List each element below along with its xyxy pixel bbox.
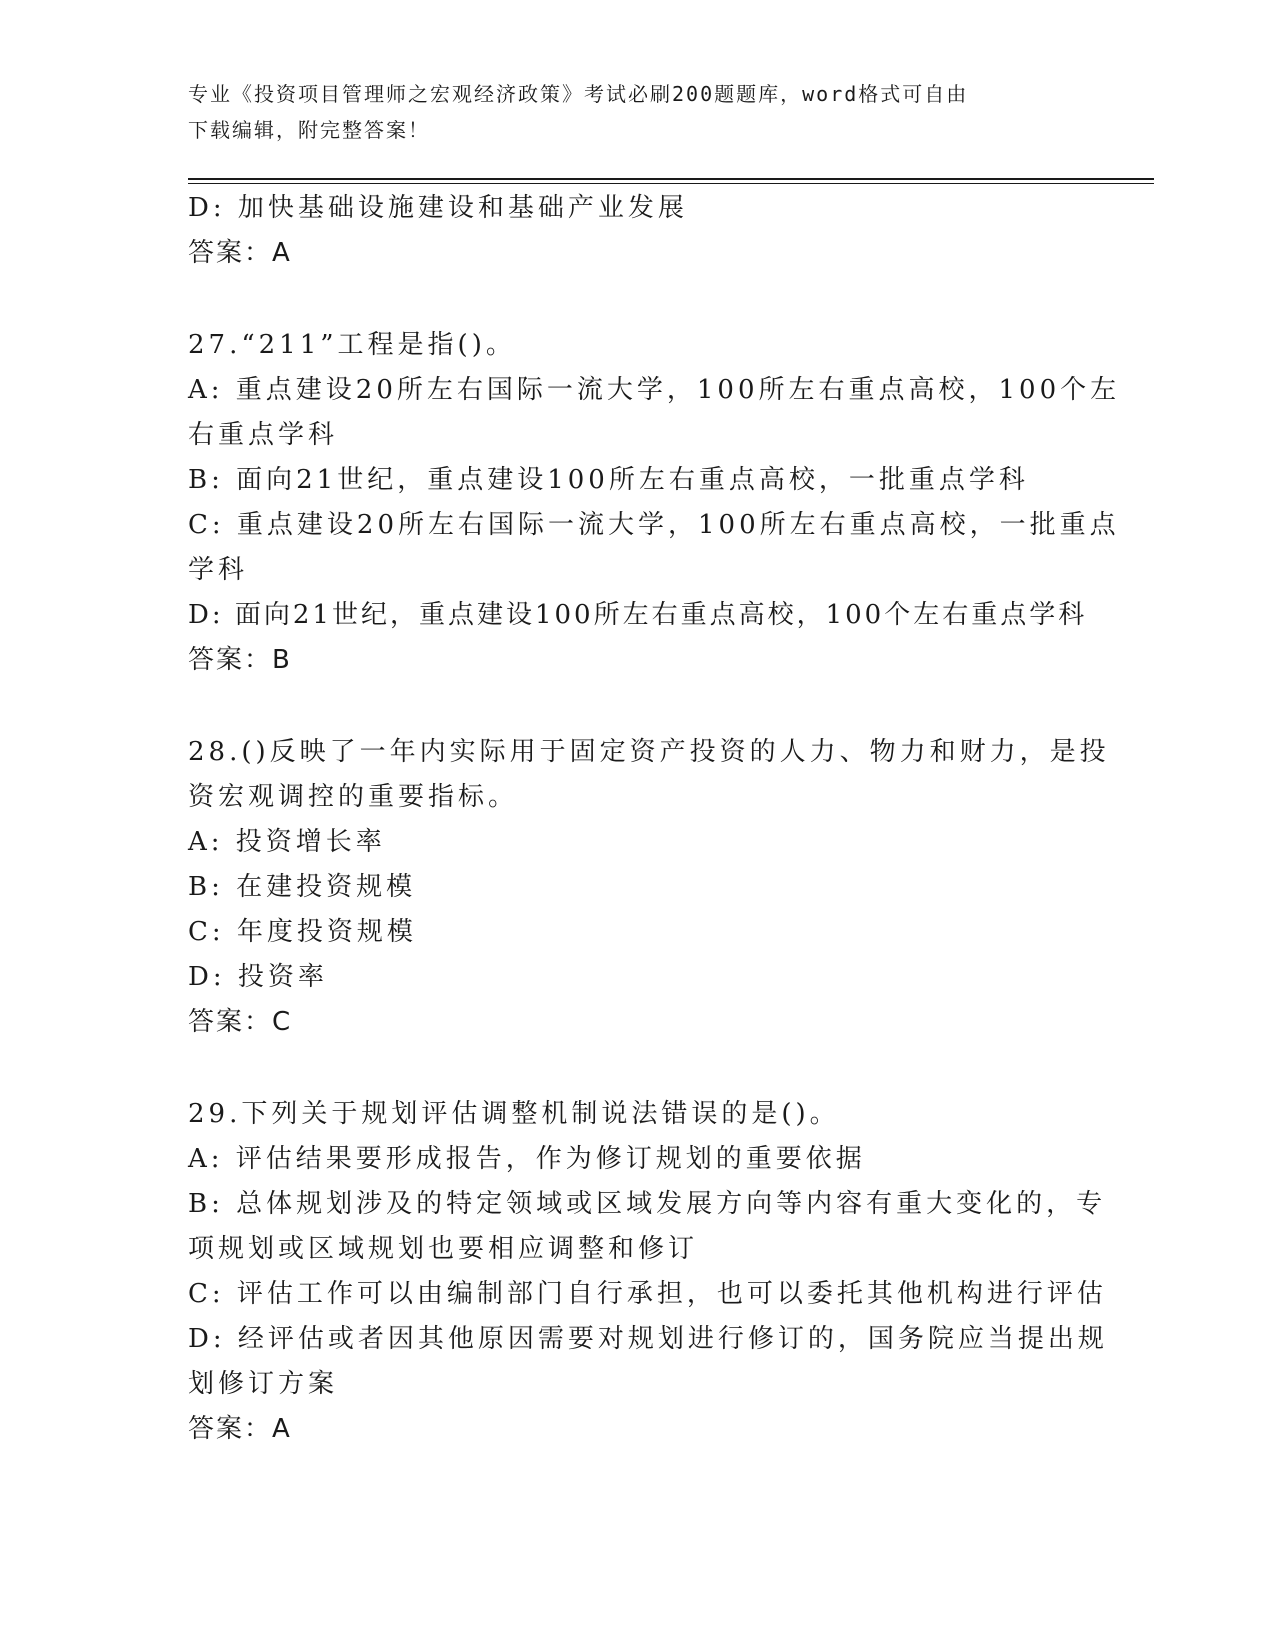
question-27 bbox=[188, 323, 1121, 683]
option-a-continued: 右重点学科 bbox=[188, 420, 339, 450]
option-d: D: 加快基础设施建设和基础产业发展 bbox=[188, 193, 688, 223]
header-divider-thin bbox=[188, 183, 1154, 184]
answer-label: 答案：A bbox=[188, 1414, 292, 1444]
question-text: 28.()反映了一年内实际用于固定资产投资的人力、物力和财力，是投 bbox=[188, 737, 1110, 767]
question-text: 29.下列关于规划评估调整机制说法错误的是()。 bbox=[188, 1099, 840, 1129]
spacer bbox=[188, 276, 1088, 323]
answer-label: 答案：B bbox=[188, 645, 292, 675]
question-26-tail bbox=[188, 186, 1088, 276]
option-d: D: 面向21世纪，重点建设100所左右重点高校，100个左右重点学科 bbox=[188, 600, 1088, 630]
question-list bbox=[188, 186, 1121, 1452]
question-text: 27.“211”工程是指()。 bbox=[188, 330, 516, 360]
spacer bbox=[188, 683, 1088, 730]
option-c: C: 重点建设20所左右国际一流大学，100所左右重点高校，一批重点 bbox=[188, 510, 1120, 540]
option-c: C: 年度投资规模 bbox=[188, 917, 417, 947]
answer-label: 答案：C bbox=[188, 1007, 293, 1037]
header-line-1: 专业《投资项目管理师之宏观经济政策》考试必刷200题题库，word格式可自由 bbox=[188, 82, 969, 106]
question-28 bbox=[188, 730, 1110, 1045]
option-b-continued: 项规划或区域规划也要相应调整和修订 bbox=[188, 1234, 699, 1264]
document-header bbox=[188, 76, 1068, 148]
option-c-continued: 学科 bbox=[188, 555, 249, 585]
option-d: D: 投资率 bbox=[188, 962, 328, 992]
option-b: B: 总体规划涉及的特定领域或区域发展方向等内容有重大变化的，专 bbox=[188, 1189, 1107, 1219]
option-b: B: 在建投资规模 bbox=[188, 872, 417, 902]
question-text-continued: 资宏观调控的重要指标。 bbox=[188, 782, 519, 812]
option-d-continued: 划修订方案 bbox=[188, 1369, 339, 1399]
option-c: C: 评估工作可以由编制部门自行承担，也可以委托其他机构进行评估 bbox=[188, 1279, 1107, 1309]
option-a: A: 评估结果要形成报告，作为修订规划的重要依据 bbox=[188, 1144, 866, 1174]
header-divider-thick bbox=[188, 178, 1154, 180]
spacer bbox=[188, 1045, 1088, 1092]
answer-label: 答案：A bbox=[188, 238, 292, 268]
option-b: B: 面向21世纪，重点建设100所左右重点高校，一批重点学科 bbox=[188, 465, 1029, 495]
header-line-2: 下载编辑，附完整答案！ bbox=[188, 118, 430, 142]
question-29 bbox=[188, 1092, 1108, 1452]
option-a: A: 重点建设20所左右国际一流大学，100所左右重点高校，100个左 bbox=[188, 375, 1121, 405]
option-a: A: 投资增长率 bbox=[188, 827, 386, 857]
option-d: D: 经评估或者因其他原因需要对规划进行修订的，国务院应当提出规 bbox=[188, 1324, 1108, 1354]
